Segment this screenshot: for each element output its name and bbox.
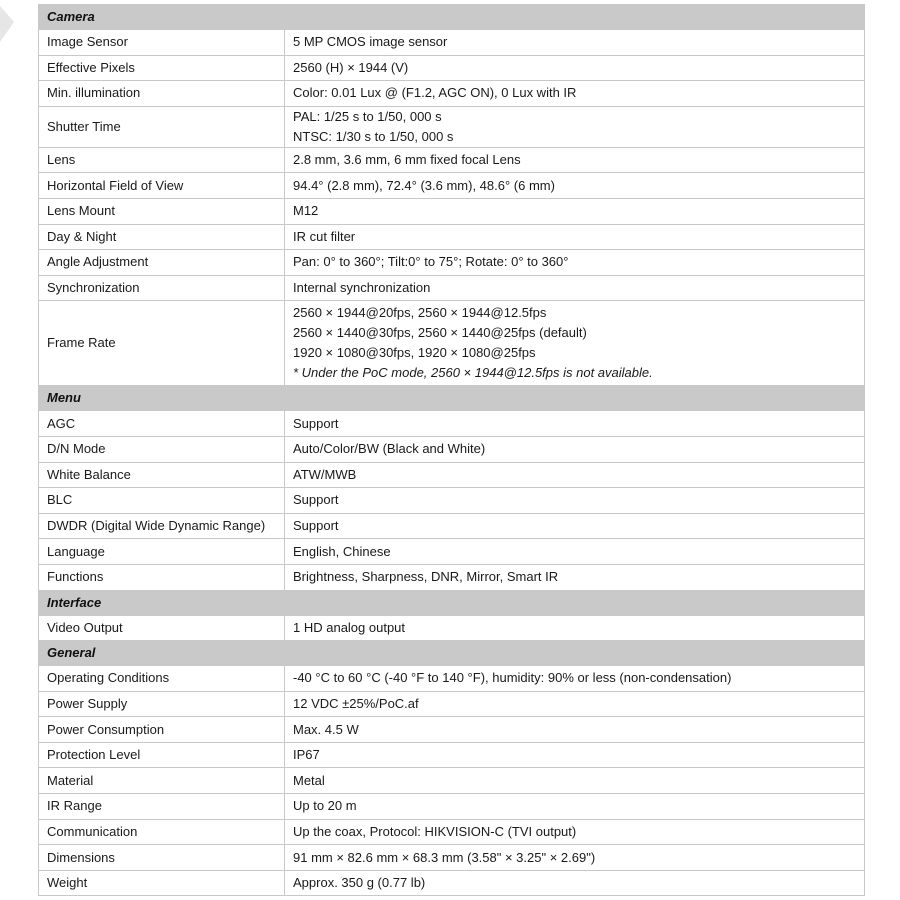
spec-value — [285, 30, 865, 56]
spec-label: Shutter Time — [39, 106, 285, 147]
spec-row — [39, 411, 865, 437]
spec-value — [285, 742, 865, 768]
spec-label: BLC — [39, 488, 285, 514]
spec-label: Synchronization — [39, 275, 285, 301]
spec-label: Frame Rate — [39, 301, 285, 386]
spec-label: Min. illumination — [39, 81, 285, 107]
spec-value-line: 94.4° (2.8 mm), 72.4° (3.6 mm), 48.6° (6 mm) — [293, 177, 555, 193]
spec-row — [39, 173, 865, 199]
spec-row — [39, 224, 865, 250]
spec-row — [39, 198, 865, 224]
spec-value — [285, 462, 865, 488]
spec-row — [39, 301, 865, 386]
spec-label: Power Consumption — [39, 717, 285, 743]
spec-row — [39, 81, 865, 107]
spec-row — [39, 615, 865, 641]
spec-value — [285, 488, 865, 514]
spec-value — [285, 436, 865, 462]
spec-row — [39, 845, 865, 871]
spec-label: Functions — [39, 564, 285, 590]
spec-label: Communication — [39, 819, 285, 845]
spec-value-line: NTSC: 1/30 s to 1/50, 000 s — [293, 128, 454, 144]
spec-value-line: 2.8 mm, 3.6 mm, 6 mm fixed focal Lens — [293, 152, 521, 168]
spec-value — [285, 106, 865, 147]
spec-value-line: Support — [293, 415, 339, 431]
spec-label: Protection Level — [39, 742, 285, 768]
spec-value — [285, 870, 865, 896]
spec-value-line: 2560 (H) × 1944 (V) — [293, 59, 409, 75]
spec-value — [285, 173, 865, 199]
spec-value-line: Brightness, Sharpness, DNR, Mirror, Smart IR — [293, 569, 559, 585]
spec-row — [39, 462, 865, 488]
spec-value-line: Internal synchronization — [293, 280, 431, 296]
spec-value — [285, 81, 865, 107]
spec-value-line: PAL: 1/25 s to 1/50, 000 s — [293, 108, 442, 124]
spec-label: AGC — [39, 411, 285, 437]
spec-value — [285, 275, 865, 301]
spec-value-line: Metal — [293, 772, 325, 788]
spec-value — [285, 666, 865, 692]
section-header-row — [39, 386, 865, 411]
spec-row — [39, 539, 865, 565]
spec-value — [285, 615, 865, 641]
section-title: Camera — [39, 5, 865, 30]
spec-value-line: M12 — [293, 203, 319, 219]
spec-label: Effective Pixels — [39, 55, 285, 81]
spec-label: Lens — [39, 147, 285, 173]
spec-footnote: * Under the PoC mode, 2560 × 1944@12.5fps is not available. — [293, 365, 653, 381]
spec-label: Lens Mount — [39, 198, 285, 224]
spec-row — [39, 55, 865, 81]
spec-value-line: 1 HD analog output — [293, 619, 406, 635]
spec-value-line: Pan: 0° to 360°; Tilt:0° to 75°; Rotate: 0° to 360° — [293, 254, 569, 270]
spec-label: Horizontal Field of View — [39, 173, 285, 199]
spec-row — [39, 250, 865, 276]
spec-value-line: 2560 × 1440@30fps, 2560 × 1440@25fps (default) — [293, 325, 587, 341]
spec-value — [285, 250, 865, 276]
spec-value-line: 12 VDC ±25%/PoC.af — [293, 695, 419, 711]
spec-value — [285, 513, 865, 539]
spec-row — [39, 436, 865, 462]
spec-value-line: English, Chinese — [293, 543, 391, 559]
spec-row — [39, 564, 865, 590]
spec-row — [39, 106, 865, 147]
spec-value — [285, 794, 865, 820]
spec-label: Language — [39, 539, 285, 565]
spec-value-line: Up the coax, Protocol: HIKVISION-C (TVI output) — [293, 823, 577, 839]
spec-row — [39, 147, 865, 173]
section-title: General — [39, 641, 865, 666]
spec-label: D/N Mode — [39, 436, 285, 462]
spec-label: Operating Conditions — [39, 666, 285, 692]
spec-row — [39, 513, 865, 539]
spec-row — [39, 870, 865, 896]
spec-value-line: Support — [293, 492, 339, 508]
spec-value — [285, 198, 865, 224]
spec-label: Video Output — [39, 615, 285, 641]
specifications-table — [38, 4, 865, 896]
spec-value — [285, 224, 865, 250]
spec-label: White Balance — [39, 462, 285, 488]
spec-value — [285, 301, 865, 386]
spec-row — [39, 768, 865, 794]
spec-label: DWDR (Digital Wide Dynamic Range) — [39, 513, 285, 539]
spec-label: Day & Night — [39, 224, 285, 250]
spec-value-line: Auto/Color/BW (Black and White) — [293, 441, 486, 457]
spec-value-line: Approx. 350 g (0.77 lb) — [293, 875, 426, 891]
spec-value-line: Color: 0.01 Lux @ (F1.2, AGC ON), 0 Lux with IR — [293, 85, 577, 101]
spec-value-line: -40 °C to 60 °C (-40 °F to 140 °F), humidity: 90% or less (non-condensation) — [293, 670, 732, 686]
spec-row — [39, 488, 865, 514]
spec-label: Image Sensor — [39, 30, 285, 56]
spec-label: Dimensions — [39, 845, 285, 871]
spec-row — [39, 794, 865, 820]
spec-label: Weight — [39, 870, 285, 896]
spec-row — [39, 666, 865, 692]
spec-value — [285, 564, 865, 590]
section-header-row — [39, 5, 865, 30]
spec-value-line: 5 MP CMOS image sensor — [293, 34, 448, 50]
spec-value-line: ATW/MWB — [293, 466, 357, 482]
spec-value — [285, 539, 865, 565]
spec-row — [39, 30, 865, 56]
spec-label: Angle Adjustment — [39, 250, 285, 276]
spec-value-line: 2560 × 1944@20fps, 2560 × 1944@12.5fps — [293, 305, 547, 321]
spec-row — [39, 742, 865, 768]
section-title: Menu — [39, 386, 865, 411]
corner-decoration — [0, 2, 22, 48]
spec-value-line: IR cut filter — [293, 228, 356, 244]
spec-value — [285, 147, 865, 173]
spec-row — [39, 717, 865, 743]
spec-value — [285, 411, 865, 437]
spec-label: IR Range — [39, 794, 285, 820]
spec-label: Material — [39, 768, 285, 794]
section-header-row — [39, 641, 865, 666]
spec-value-line: IP67 — [293, 747, 320, 763]
spec-value-line: Up to 20 m — [293, 798, 357, 814]
section-header-row — [39, 590, 865, 615]
spec-value-line: Max. 4.5 W — [293, 721, 359, 737]
spec-label: Power Supply — [39, 691, 285, 717]
section-title: Interface — [39, 590, 865, 615]
spec-value-line: 1920 × 1080@30fps, 1920 × 1080@25fps — [293, 345, 536, 361]
spec-value — [285, 691, 865, 717]
spec-value — [285, 845, 865, 871]
spec-value-line: Support — [293, 518, 339, 534]
spec-value-line: 91 mm × 82.6 mm × 68.3 mm (3.58" × 3.25" × 2.69") — [293, 849, 596, 865]
spec-value — [285, 717, 865, 743]
spec-row — [39, 819, 865, 845]
spec-value — [285, 55, 865, 81]
spec-row — [39, 691, 865, 717]
spec-value — [285, 768, 865, 794]
spec-value — [285, 819, 865, 845]
spec-row — [39, 275, 865, 301]
